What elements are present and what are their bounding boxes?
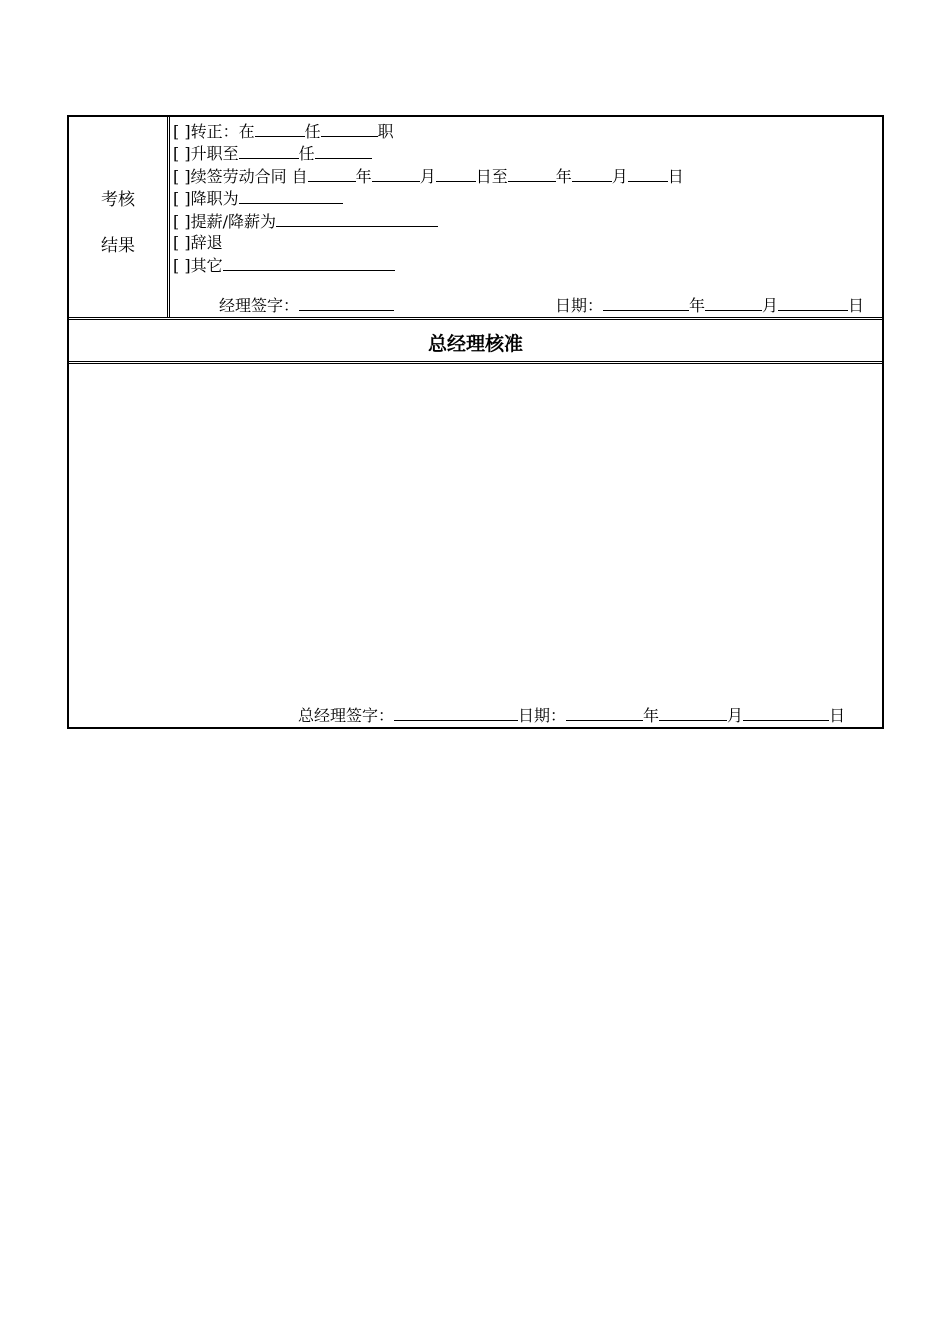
- gm-date-day-blank[interactable]: [743, 704, 829, 721]
- gm-date-year-blank[interactable]: [566, 704, 643, 721]
- blank-promote-position[interactable]: [315, 142, 372, 159]
- evaluation-label-line2: 结果: [101, 236, 135, 256]
- manager-date-year-label: 年: [689, 296, 706, 315]
- vertical-divider: [167, 117, 170, 318]
- blank-renew-day1[interactable]: [436, 165, 476, 182]
- checkbox-demote[interactable]: [ ]: [173, 189, 191, 209]
- evaluation-label-cell: [69, 117, 167, 318]
- gm-date-month-blank[interactable]: [659, 704, 727, 721]
- renew-day2-label: 日: [667, 166, 684, 186]
- manager-date-year-blank[interactable]: [603, 294, 689, 311]
- gm-sign-label: 总经理签字：: [298, 706, 395, 725]
- gm-signature-line: [298, 703, 845, 726]
- evaluation-label-line1: 考核: [101, 190, 135, 210]
- option-renew-contract[interactable]: [173, 165, 873, 187]
- renew-day1-label: 日至: [475, 166, 508, 186]
- option-promote-prefix: 升职至: [190, 144, 239, 164]
- option-dismiss-label: 辞退: [190, 232, 223, 252]
- checkbox-renew[interactable]: [ ]: [173, 166, 191, 186]
- evaluation-form: [67, 115, 884, 729]
- manager-date-month-label: 月: [762, 296, 779, 315]
- gm-approval-area[interactable]: [69, 364, 882, 727]
- checkbox-salary[interactable]: [ ]: [173, 211, 191, 231]
- option-salary-change[interactable]: [173, 210, 873, 232]
- manager-date: [555, 293, 864, 316]
- renew-year2-label: 年: [555, 166, 572, 186]
- blank-renew-year1[interactable]: [308, 165, 356, 182]
- manager-date-month-blank[interactable]: [705, 294, 762, 311]
- manager-sign-label: 经理签字：: [219, 296, 300, 315]
- option-regularize[interactable]: [173, 120, 873, 142]
- gm-date-day-label: 日: [829, 706, 846, 725]
- option-salary-prefix: 提薪/降薪为: [190, 211, 276, 231]
- blank-renew-month2[interactable]: [572, 165, 612, 182]
- blank-renew-year2[interactable]: [508, 165, 556, 182]
- gm-date-month-label: 月: [727, 706, 744, 725]
- renew-month2-label: 月: [611, 166, 628, 186]
- blank-regularize-position[interactable]: [321, 120, 378, 137]
- checkbox-promote[interactable]: [ ]: [173, 144, 191, 164]
- option-other[interactable]: [173, 254, 873, 276]
- manager-sign-blank[interactable]: [299, 294, 394, 311]
- option-dismiss[interactable]: [173, 232, 873, 254]
- manager-date-label: 日期：: [555, 296, 604, 315]
- blank-other[interactable]: [223, 254, 395, 271]
- gm-date-label: 日期：: [518, 706, 567, 725]
- evaluation-result-row: [69, 117, 882, 318]
- option-other-prefix: 其它: [190, 256, 223, 276]
- option-demote[interactable]: [173, 187, 873, 209]
- renew-month1-label: 月: [419, 166, 436, 186]
- manager-signature: [219, 293, 394, 316]
- option-regularize-suffix: 职: [377, 122, 394, 141]
- gm-sign-blank[interactable]: [394, 704, 518, 721]
- manager-date-day-blank[interactable]: [778, 294, 848, 311]
- option-regularize-mid: 任: [304, 122, 321, 141]
- option-regularize-prefix: 转正：在: [190, 122, 255, 141]
- option-promote[interactable]: [173, 142, 873, 164]
- blank-demote[interactable]: [239, 187, 343, 204]
- checkbox-regularize[interactable]: [ ]: [173, 122, 191, 141]
- evaluation-options: [173, 120, 873, 277]
- option-promote-mid: 任: [298, 144, 315, 164]
- checkbox-dismiss[interactable]: [ ]: [173, 232, 191, 252]
- blank-regularize-dept[interactable]: [255, 120, 305, 137]
- gm-approval-title: 总经理核准: [427, 333, 523, 355]
- blank-promote-dept[interactable]: [239, 142, 299, 159]
- gm-date-year-label: 年: [643, 706, 660, 725]
- manager-date-day-label: 日: [848, 296, 865, 315]
- option-renew-prefix: 续签劳动合同 自: [190, 166, 308, 186]
- blank-renew-day2[interactable]: [628, 165, 668, 182]
- blank-renew-month1[interactable]: [372, 165, 420, 182]
- option-demote-prefix: 降职为: [190, 189, 239, 209]
- checkbox-other[interactable]: [ ]: [173, 256, 191, 276]
- renew-year1-label: 年: [355, 166, 372, 186]
- blank-salary[interactable]: [276, 210, 438, 227]
